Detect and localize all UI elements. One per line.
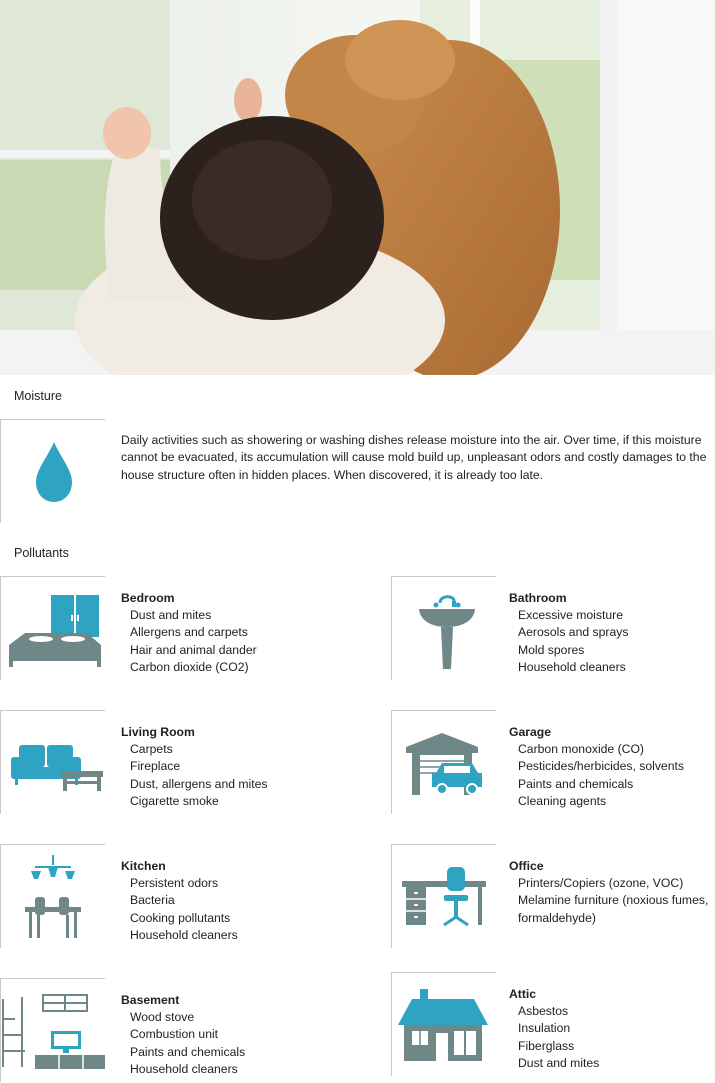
pollutant-item: Combustion unit: [130, 1027, 219, 1042]
pollutants-heading: Pollutants: [14, 546, 69, 560]
pollutant-item: Paints and chemicals: [130, 1044, 246, 1059]
room-kitchen: [121, 858, 238, 944]
pollutant-item: Carbon monoxide (CO): [518, 742, 644, 757]
garage-car-icon: [392, 711, 497, 815]
hero-photo: [0, 0, 715, 375]
moisture-description: Daily activities such as showering or washing dishes release moisture into the air. Over time, if this moisture cannot be evacuated, its accumulation will cause mold build up, unpleasant odors and costly damages to the house structure often in hidden places. When discovered, it is already too late.: [121, 433, 707, 482]
room-bathroom: [509, 590, 628, 676]
sink-icon: [392, 577, 497, 681]
water-drop-icon: [1, 420, 106, 524]
room-bedroom: [121, 590, 257, 676]
pollutant-item: Carpets: [130, 742, 173, 757]
pollutant-item: Household cleaners: [518, 659, 626, 674]
office-icon-box: [391, 844, 496, 948]
pollutant-item: Printers/Copiers (ozone, VOC): [518, 876, 684, 891]
pollutant-item: Mold spores: [518, 642, 585, 657]
basement-icon: [1, 979, 106, 1083]
moisture-heading: Moisture: [14, 389, 62, 403]
pollutant-item: Bacteria: [130, 893, 175, 908]
desk-chair-icon: [392, 845, 497, 949]
bed-icon: [1, 577, 106, 681]
bedroom-icon-box: [0, 576, 105, 680]
pollutant-item: Pesticides/herbicides, solvents: [518, 759, 684, 774]
kitchen-icon-box: [0, 844, 105, 948]
pollutant-item: Melamine furniture (noxious fumes, formaldehyde): [518, 893, 709, 925]
room-title: Living Room: [121, 725, 195, 739]
pollutant-item: Paints and chemicals: [518, 776, 634, 791]
room-title: Basement: [121, 993, 180, 1007]
attic-icon-box: [391, 972, 496, 1076]
room-basement: [121, 992, 245, 1078]
house-icon: [392, 973, 497, 1077]
pollutant-item: Household cleaners: [130, 927, 238, 942]
room-garage: [509, 724, 684, 810]
room-office: [509, 858, 714, 927]
garage-icon-box: [391, 710, 496, 814]
moisture-icon-box: [0, 419, 105, 523]
sofa-icon: [1, 711, 106, 815]
basement-icon-box: [0, 978, 105, 1082]
pollutant-item: Excessive moisture: [518, 608, 623, 623]
room-title: Bedroom: [121, 591, 175, 605]
pollutant-item: Asbestos: [518, 1004, 569, 1019]
pollutant-item: Insulation: [518, 1021, 571, 1036]
pollutant-item: Aerosols and sprays: [518, 625, 629, 640]
room-title: Attic: [509, 987, 537, 1001]
pollutant-item: Household cleaners: [130, 1061, 238, 1076]
pollutant-item: Dust, allergens and mites: [130, 776, 268, 791]
pollutant-item: Fiberglass: [518, 1038, 575, 1053]
room-attic: [509, 986, 599, 1072]
pollutant-item: Fireplace: [130, 759, 181, 774]
pollutant-item: Wood stove: [130, 1010, 195, 1025]
pollutant-item: Allergens and carpets: [130, 625, 248, 640]
dining-table-icon: [1, 845, 106, 949]
room-title: Kitchen: [121, 859, 166, 873]
pollutant-item: Cooking pollutants: [130, 910, 231, 925]
pollutant-item: Dust and mites: [518, 1055, 600, 1070]
room-living-room: [121, 724, 268, 810]
pollutant-item: Dust and mites: [130, 608, 212, 623]
room-title: Garage: [509, 725, 552, 739]
room-title: Office: [509, 859, 544, 873]
pollutant-item: Cleaning agents: [518, 793, 607, 808]
living-room-icon-box: [0, 710, 105, 814]
pollutant-item: Hair and animal dander: [130, 642, 257, 657]
pollutant-item: Persistent odors: [130, 876, 219, 891]
pollutant-item: Carbon dioxide (CO2): [130, 659, 249, 674]
bathroom-icon-box: [391, 576, 496, 680]
room-title: Bathroom: [509, 591, 567, 605]
pollutant-item: Cigarette smoke: [130, 793, 219, 808]
